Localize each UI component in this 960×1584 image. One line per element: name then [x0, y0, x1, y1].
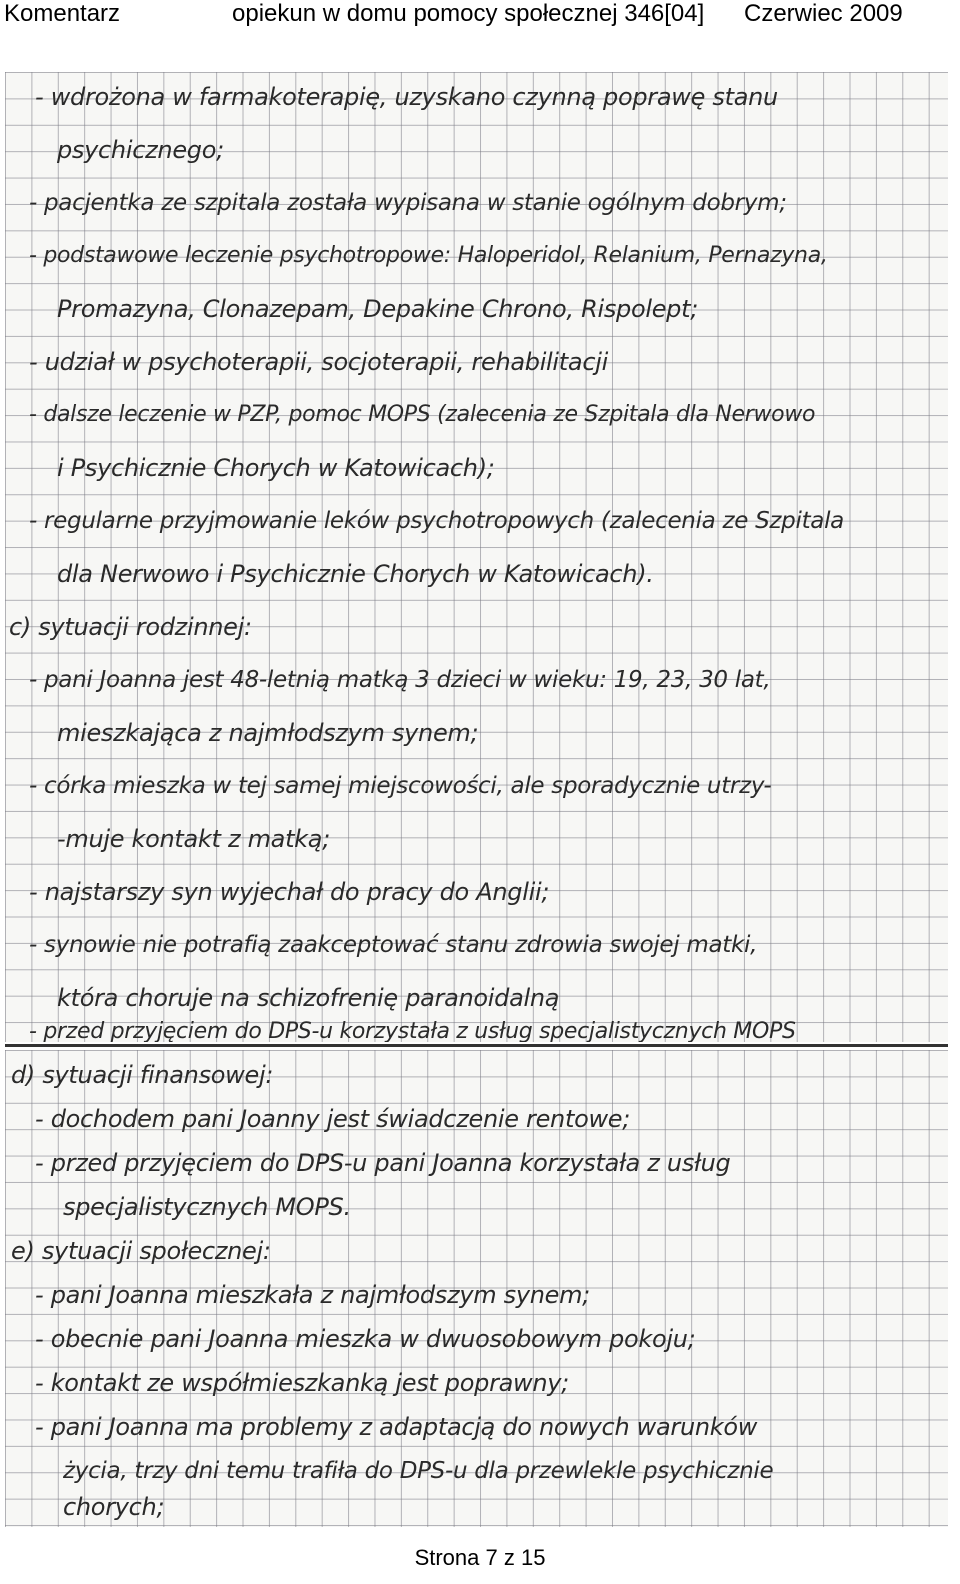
handwritten-line: - przed przyjęciem do DPS-u korzystała z usług specjalistycznych MOPS: [29, 1019, 796, 1042]
handwritten-line: - podstawowe leczenie psychotropowe: Haloperidol, Relanium, Pernazyna,: [29, 243, 828, 268]
handwritten-line: Promazyna, Clonazepam, Depakine Chrono, Rispolept;: [57, 295, 699, 323]
handwritten-line: - najstarszy syn wyjechał do pracy do Anglii;: [29, 878, 550, 906]
handwritten-line: - udział w psychoterapii, socjoterapii, rehabilitacji: [29, 348, 608, 376]
handwritten-line: psychicznego;: [57, 136, 224, 164]
handwritten-line: - synowie nie potrafią zaakceptować stanu zdrowia swojej matki,: [29, 932, 758, 958]
handwritten-line: - pani Joanna ma problemy z adaptacją do nowych warunków: [35, 1413, 758, 1441]
handwritten-line: - pani Joanna jest 48-letnią matką 3 dzieci w wieku: 19, 23, 30 lat,: [29, 667, 771, 693]
handwritten-line: i Psychicznie Chorych w Katowicach);: [57, 454, 495, 482]
handwritten-page-upper: [5, 72, 948, 1042]
handwritten-page-lower: [5, 1050, 948, 1527]
handwritten-line: która choruje na schizofrenię paranoidalną: [57, 984, 560, 1012]
header-left-text: Komentarz: [4, 0, 121, 27]
handwritten-line: - kontakt ze współmieszkanką jest poprawny;: [35, 1369, 569, 1397]
handwritten-line: - córka mieszka w tej samej miejscowości, ale sporadycznie utrzy-: [29, 773, 772, 799]
section-heading-e: e) sytuacji społecznej:: [11, 1237, 271, 1265]
handwritten-line: - regularne przyjmowanie leków psychotropowych (zalecenia ze Szpitala: [29, 508, 844, 534]
page-number: Strona 7 z 15: [414, 1545, 546, 1570]
handwritten-line: mieszkająca z najmłodszym synem;: [57, 719, 479, 747]
handwritten-line: - dalsze leczenie w PZP, pomoc MOPS (zalecenia ze Szpitala dla Nerwowo: [29, 402, 816, 427]
handwritten-line: chorych;: [63, 1493, 165, 1521]
section-heading-d: d) sytuacji finansowej:: [11, 1061, 274, 1089]
handwritten-line: - wdrożona w farmakoterapię, uzyskano czynną poprawę stanu: [35, 83, 778, 111]
handwritten-line: dla Nerwowo i Psychicznie Chorych w Katowicach).: [57, 560, 654, 588]
header-date-text: Czerwiec 2009: [744, 0, 903, 27]
page-divider: [5, 1044, 948, 1047]
handwritten-line: życia, trzy dni temu trafiła do DPS-u dla przewlekle psychicznie: [63, 1458, 774, 1484]
section-heading-c: c) sytuacji rodzinnej:: [9, 613, 252, 641]
handwritten-line: - dochodem pani Joanny jest świadczenie rentowe;: [35, 1105, 631, 1133]
handwritten-line: - obecnie pani Joanna mieszka w dwuosobowym pokoju;: [35, 1325, 696, 1353]
handwritten-line: specjalistycznych MOPS.: [63, 1193, 351, 1221]
handwritten-line: -muje kontakt z matką;: [57, 825, 330, 853]
handwritten-line: - pani Joanna mieszkała z najmłodszym synem;: [35, 1281, 590, 1309]
header-center-text: opiekun w domu pomocy społecznej 346[04]: [232, 0, 705, 27]
handwritten-line: - przed przyjęciem do DPS-u pani Joanna korzystała z usług: [35, 1149, 731, 1177]
handwritten-line: - pacjentka ze szpitala została wypisana w stanie ogólnym dobrym;: [29, 190, 787, 216]
page-header: [0, 0, 960, 30]
